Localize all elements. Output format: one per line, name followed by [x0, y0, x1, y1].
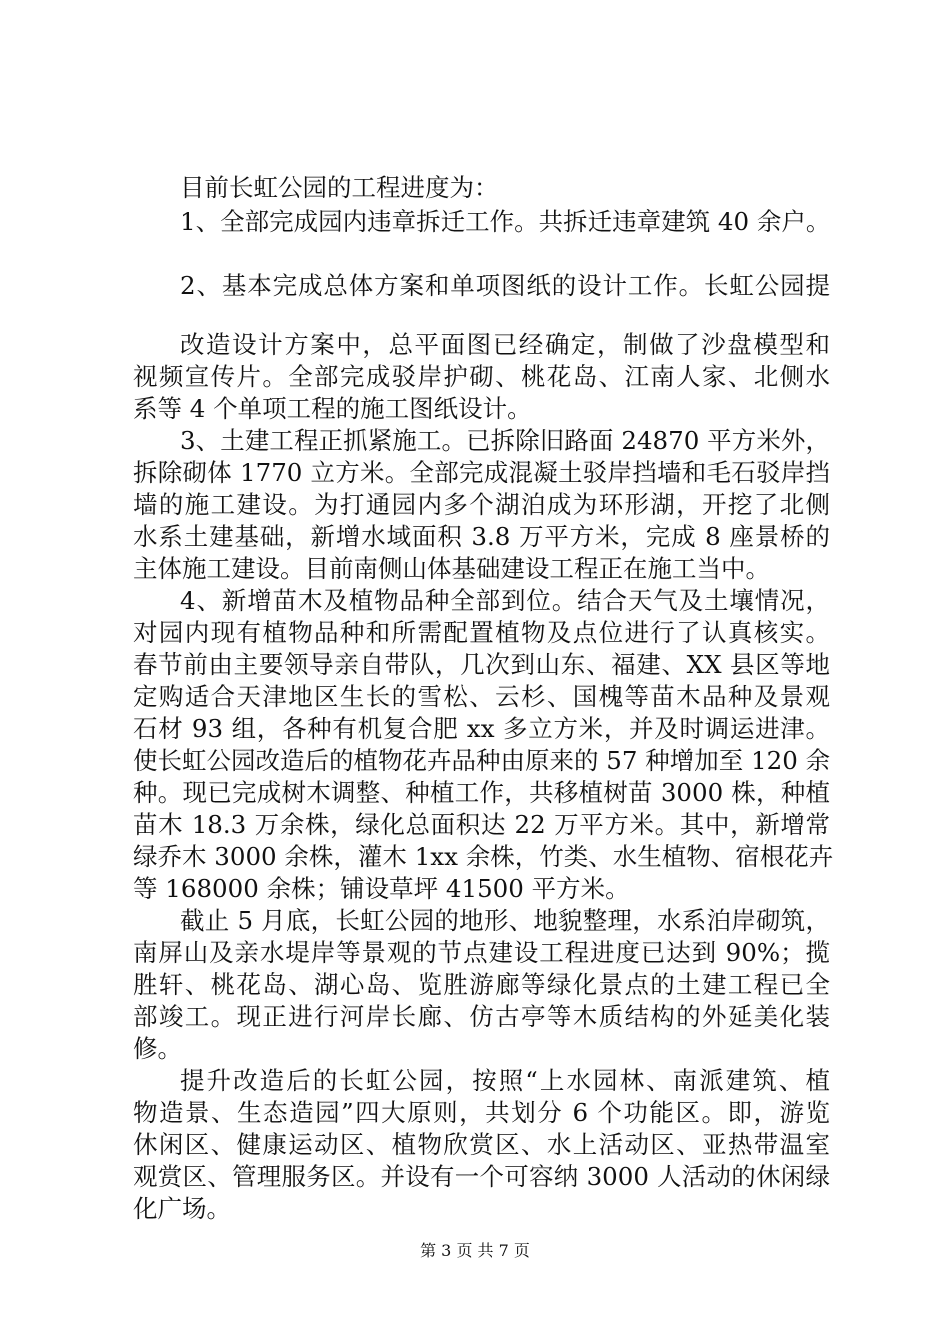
page-footer: 第 3 页 共 7 页: [420, 1241, 530, 1260]
paragraph-item-3-line-4: 水系土建基础，新增水域面积 3.8 万平方米，完成 8 座景桥的: [133, 522, 830, 551]
paragraph-progress-line-3: 胜轩、桃花岛、湖心岛、览胜游廊等绿化景点的土建工程已全: [133, 970, 830, 999]
paragraph-item-3-line-5: 主体施工建设。目前南侧山体基础建设工程正在施工当中。: [133, 554, 770, 583]
paragraph-item-3-line-3: 墙的施工建设。为打通园内多个湖泊成为环形湖，开挖了北侧: [133, 490, 830, 519]
paragraph-zones-line-5: 化广场。: [133, 1194, 231, 1223]
paragraph-item-2-line-3: 视频宣传片。全部完成驳岸护砌、桃花岛、江南人家、北侧水: [133, 362, 830, 391]
paragraph-zones-line-3: 休闲区、健康运动区、植物欣赏区、水上活动区、亚热带温室: [133, 1130, 830, 1159]
paragraph-progress-line-1: 截止 5 月底，长虹公园的地形、地貌整理，水系泊岸砌筑，: [180, 906, 830, 935]
paragraph-item-2-line-4: 系等 4 个单项工程的施工图纸设计。: [133, 394, 532, 423]
paragraph-progress-line-4: 部竣工。现正进行河岸长廊、仿古亭等木质结构的外延美化装: [133, 1002, 830, 1031]
paragraph-item-3-line-2: 拆除砌体 1770 立方米。全部完成混凝土驳岸挡墙和毛石驳岸挡: [133, 458, 830, 487]
paragraph-item-4-line-6: 使长虹公园改造后的植物花卉品种由原来的 57 种增加至 120 余: [133, 746, 831, 775]
paragraph-item-4-line-4: 定购适合天津地区生长的雪松、云杉、国槐等苗木品种及景观: [133, 682, 830, 711]
paragraph-zones-line-1: 提升改造后的长虹公园，按照“上水园林、南派建筑、植: [180, 1066, 830, 1095]
paragraph-progress-line-5: 修。: [133, 1034, 182, 1063]
paragraph-item-2-line-1: 2、基本完成总体方案和单项图纸的设计工作。长虹公园提: [180, 271, 830, 300]
paragraph-item-4-line-1: 4、新增苗木及植物品种全部到位。结合天气及土壤情况，: [180, 586, 830, 615]
paragraph-item-4-line-5: 石材 93 组，各种有机复合肥 xx 多立方米，并及时调运进津。: [133, 714, 830, 743]
paragraph-item-4-line-9: 绿乔木 3000 余株，灌木 1xx 余株，竹类、水生植物、宿根花卉: [133, 842, 834, 871]
paragraph-item-4-line-7: 种。现已完成树木调整、种植工作，共移植树苗 3000 株，种植: [133, 778, 830, 807]
paragraph-progress-line-2: 南屏山及亲水堤岸等景观的节点建设工程进度已达到 90%；揽: [133, 938, 830, 967]
paragraph-item-4-line-2: 对园内现有植物品种和所需配置植物及点位进行了认真核实。: [133, 618, 830, 647]
paragraph-zones-line-4: 观赏区、管理服务区。并设有一个可容纳 3000 人活动的休闲绿: [133, 1162, 830, 1191]
paragraph-item-4-line-10: 等 168000 余株；铺设草坪 41500 平方米。: [133, 874, 630, 903]
paragraph-item-4-line-3: 春节前由主要领导亲自带队，几次到山东、福建、XX 县区等地: [133, 650, 830, 679]
paragraph-zones-line-2: 物造景、生态造园”四大原则，共划分 6 个功能区。即，游览: [133, 1098, 830, 1127]
paragraph-intro: 目前长虹公园的工程进度为：: [180, 173, 499, 202]
paragraph-item-3-line-1: 3、土建工程正抓紧施工。已拆除旧路面 24870 平方米外，: [180, 426, 830, 455]
paragraph-item-4-line-8: 苗木 18.3 万余株，绿化总面积达 22 万平方米。其中，新增常: [133, 810, 830, 839]
paragraph-item-2-line-2: 改造设计方案中，总平面图已经确定，制做了沙盘模型和: [180, 330, 830, 359]
paragraph-item-1: 1、全部完成园内违章拆迁工作。共拆迁违章建筑 40 余户。: [180, 207, 831, 236]
